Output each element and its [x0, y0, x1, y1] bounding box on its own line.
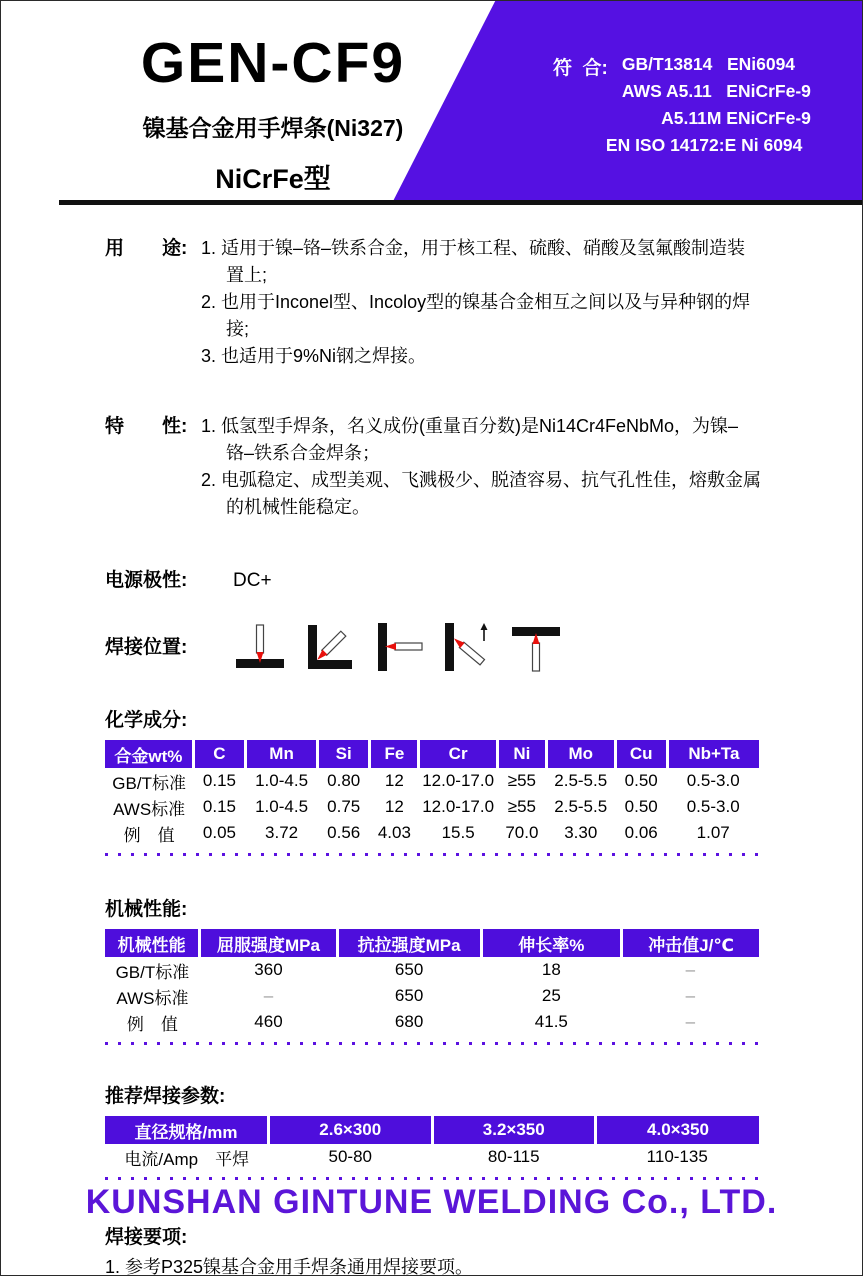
table-header-row — [105, 740, 759, 768]
column-header: Ni — [497, 740, 546, 768]
row-label: 例 值 — [123, 825, 175, 845]
column-header: 屈服强度MPa — [200, 929, 337, 957]
mechanical-section — [105, 894, 761, 1045]
row-label: AWS标准 — [113, 799, 186, 819]
polarity-value: DC+ — [233, 570, 272, 591]
cell: 0.5-3.0 — [686, 797, 740, 816]
column-header: Nb+Ta — [667, 740, 759, 768]
cell: – — [263, 986, 274, 1005]
cell: 80-115 — [487, 1147, 540, 1166]
usage-item: 1. 适用于镍–铬–铁系合金，用于核工程、硫酸、硝酸及氢氟酸制造装置上; — [201, 238, 746, 285]
cell: 0.50 — [624, 771, 658, 790]
column-header: 合金wt% — [105, 740, 193, 768]
cell: 18 — [541, 960, 561, 979]
cell: 4.03 — [377, 823, 411, 842]
cell: 650 — [394, 986, 424, 1005]
column-header: 抗拉强度MPa — [337, 929, 481, 957]
cell: 0.5-3.0 — [686, 771, 740, 790]
cell: 12.0-17.0 — [422, 771, 495, 790]
cell: 0.06 — [624, 823, 658, 842]
column-header: 2.6×300 — [269, 1116, 433, 1144]
parameters-title: 推荐焊接参数: — [105, 1086, 226, 1107]
cell: 12 — [384, 797, 404, 816]
column-header: Fe — [370, 740, 419, 768]
table-header-row — [105, 929, 759, 957]
features-section — [105, 413, 761, 521]
polarity-section — [105, 567, 761, 594]
usage-section — [105, 235, 761, 370]
cell: 0.75 — [327, 797, 361, 816]
row-label: AWS标准 — [116, 988, 189, 1008]
cell: 2.5-5.5 — [554, 771, 608, 790]
product-type: NiCrFe型 — [215, 164, 331, 194]
positions-label: 焊接位置: — [105, 637, 188, 658]
cell: 1.0-4.5 — [255, 771, 309, 790]
cell: – — [685, 986, 696, 1005]
cell: 650 — [394, 960, 424, 979]
column-header: 伸长率% — [481, 929, 622, 957]
feature-item: 2. 电弧稳定、成型美观、飞溅极少、脱渣容易、抗气孔性佳，熔敷金属的机械性能稳定。 — [201, 470, 762, 517]
cell: 15.5 — [441, 823, 475, 842]
overhead-position-icon — [509, 619, 563, 677]
cell: 50-80 — [328, 1147, 372, 1166]
cell: 1.0-4.5 — [255, 797, 309, 816]
table-header-row — [105, 1116, 759, 1144]
table-row — [105, 1144, 759, 1170]
dotted-divider — [105, 1176, 759, 1180]
usage-items — [201, 235, 761, 370]
product-subtitle: 镍基合金用手焊条(Ni327) — [142, 115, 404, 141]
standards-list — [605, 51, 811, 159]
cell: ≥55 — [507, 797, 536, 816]
column-header: C — [193, 740, 245, 768]
cell: 0.15 — [202, 771, 236, 790]
features-label: 特 性: — [105, 416, 188, 437]
header-divider — [59, 200, 862, 205]
company-name: KUNSHAN GINTUNE WELDING Co., LTD. — [85, 1183, 778, 1221]
mechanical-table — [105, 929, 759, 1035]
usage-label: 用 途: — [105, 238, 188, 259]
row-label: 例 值 — [126, 1014, 178, 1034]
table-row — [105, 1009, 759, 1035]
compliance-block — [553, 51, 811, 159]
usage-item: 3. 也适用于9%Ni钢之焊接。 — [201, 346, 427, 366]
table-row — [105, 794, 759, 820]
horizontal-position-icon — [371, 619, 425, 677]
cell: 12 — [384, 771, 404, 790]
features-items — [201, 413, 761, 521]
column-header: Mn — [246, 740, 318, 768]
cell: 360 — [254, 960, 283, 979]
brand-block — [63, 31, 483, 196]
parameters-section — [105, 1081, 761, 1180]
notes-title: 焊接要项: — [105, 1227, 188, 1248]
column-header: 机械性能 — [105, 929, 200, 957]
cell: 3.72 — [265, 823, 299, 842]
chemical-section — [105, 705, 761, 856]
column-header: Cr — [419, 740, 497, 768]
cell: 680 — [394, 1012, 424, 1031]
flat-position-icon — [233, 619, 287, 677]
row-label: GB/T标准 — [112, 773, 186, 793]
cell: ≥55 — [507, 771, 536, 790]
positions-section — [105, 619, 761, 677]
column-header: Cu — [615, 740, 667, 768]
fillet-position-icon — [302, 619, 356, 677]
chemical-title: 化学成分: — [105, 710, 188, 731]
compliance-label: 符 合: — [553, 58, 608, 79]
table-row — [105, 820, 759, 846]
column-header: 4.0×350 — [596, 1116, 760, 1144]
cell: 110-135 — [646, 1147, 708, 1166]
cell: 460 — [254, 1012, 283, 1031]
standard-item: AWS A5.11 ENiCrFe-9 — [621, 81, 811, 101]
cell: 3.30 — [564, 823, 598, 842]
vertical-up-position-icon — [440, 619, 494, 677]
usage-item: 2. 也用于Inconel型、Incoloy型的镍基合金相互之间以及与异种钢的焊接; — [201, 292, 751, 339]
cell: – — [685, 1012, 696, 1031]
cell: 41.5 — [534, 1012, 568, 1031]
cell: 25 — [541, 986, 561, 1005]
content — [105, 235, 761, 1276]
row-label: GB/T标准 — [115, 962, 190, 982]
column-header: 3.2×350 — [432, 1116, 596, 1144]
dotted-divider — [105, 1041, 759, 1045]
cell: 70.0 — [505, 823, 539, 842]
dotted-divider — [105, 852, 759, 856]
column-header: 直径规格/mm — [105, 1116, 269, 1144]
cell: 0.56 — [327, 823, 361, 842]
cell: 0.80 — [327, 771, 361, 790]
column-header: Mo — [546, 740, 615, 768]
cell: 0.05 — [202, 823, 236, 842]
table-row — [105, 983, 759, 1009]
cell: 2.5-5.5 — [554, 797, 608, 816]
polarity-label: 电源极性: — [105, 570, 188, 591]
position-icons — [233, 619, 563, 677]
row-label: 电流/Amp 平焊 — [124, 1149, 250, 1169]
header — [1, 1, 862, 205]
note-item: 1. 参考P325镍基合金用手焊条通用焊接要项。 — [105, 1257, 474, 1276]
cell: 1.07 — [696, 823, 730, 842]
parameters-table — [105, 1116, 759, 1170]
table-row — [105, 768, 759, 794]
notes-section — [105, 1222, 761, 1276]
table-row — [105, 957, 759, 983]
chemical-table — [105, 740, 759, 846]
feature-item: 1. 低氢型手焊条，名义成份(重量百分数)是Ni14Cr4FeNbMo，为镍–铬–铁系合金焊条； — [201, 416, 739, 463]
column-header: Si — [318, 740, 370, 768]
standard-item: EN ISO 14172:E Ni 6094 — [605, 135, 803, 155]
cell: – — [685, 960, 696, 979]
cell: 12.0-17.0 — [422, 797, 495, 816]
product-name: GEN-CF9 — [140, 31, 406, 95]
cell: 0.15 — [202, 797, 236, 816]
mechanical-title: 机械性能: — [105, 899, 188, 920]
cell: 0.50 — [624, 797, 658, 816]
standard-item: GB/T13814 ENi6094 — [621, 54, 796, 74]
standard-item: A5.11M ENiCrFe-9 — [661, 108, 811, 128]
column-header: 冲击值J/℃ — [622, 929, 759, 957]
